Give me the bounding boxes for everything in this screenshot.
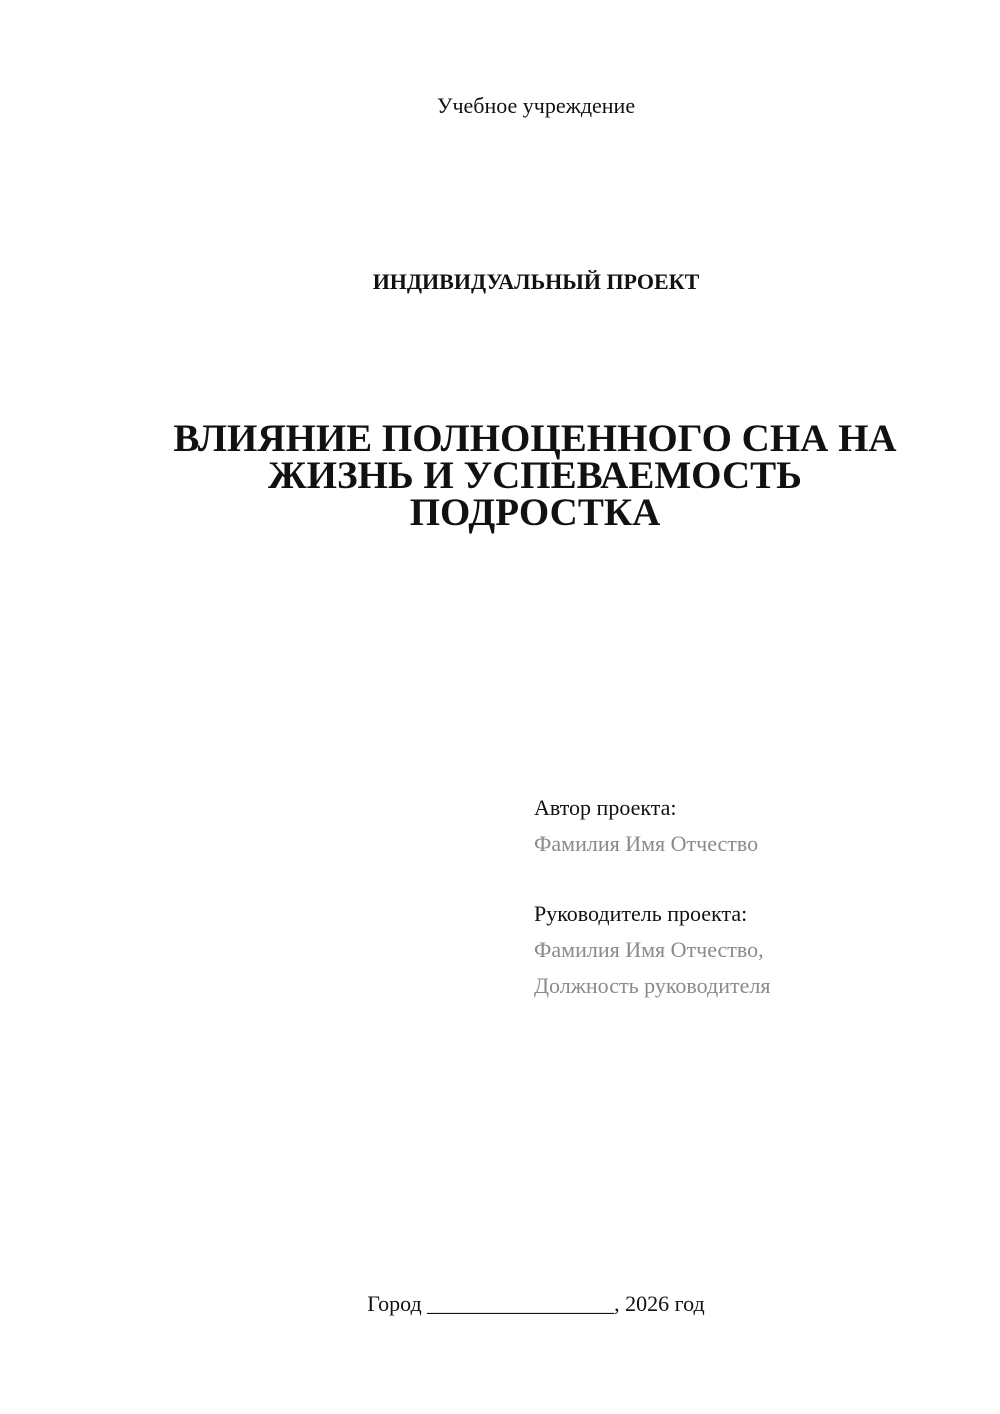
city-year-line: Город _________________, 2026 год — [367, 1291, 705, 1316]
project-title-line: ПОДРОСТКА — [409, 491, 661, 534]
project-credits — [534, 790, 974, 1004]
credits-spacer — [534, 862, 974, 896]
institution-name: Учебное учреждение — [436, 93, 636, 118]
project-title-line: ЖИЗНЬ И УСПЕВАЕМОСТЬ — [268, 454, 802, 497]
supervisor-label: Руководитель проекта: — [534, 901, 748, 926]
supervisor-position: Должность руководителя — [534, 973, 771, 998]
author-name: Фамилия Имя Отчество — [534, 831, 759, 856]
project-title — [100, 417, 970, 534]
author-label: Автор проекта: — [534, 795, 677, 820]
project-title-line: ВЛИЯНИЕ ПОЛНОЦЕННОГО СНА НА — [173, 417, 897, 460]
supervisor-name: Фамилия Имя Отчество, — [534, 937, 764, 962]
document-type-heading: ИНДИВИДУАЛЬНЫЙ ПРОЕКТ — [372, 269, 700, 294]
